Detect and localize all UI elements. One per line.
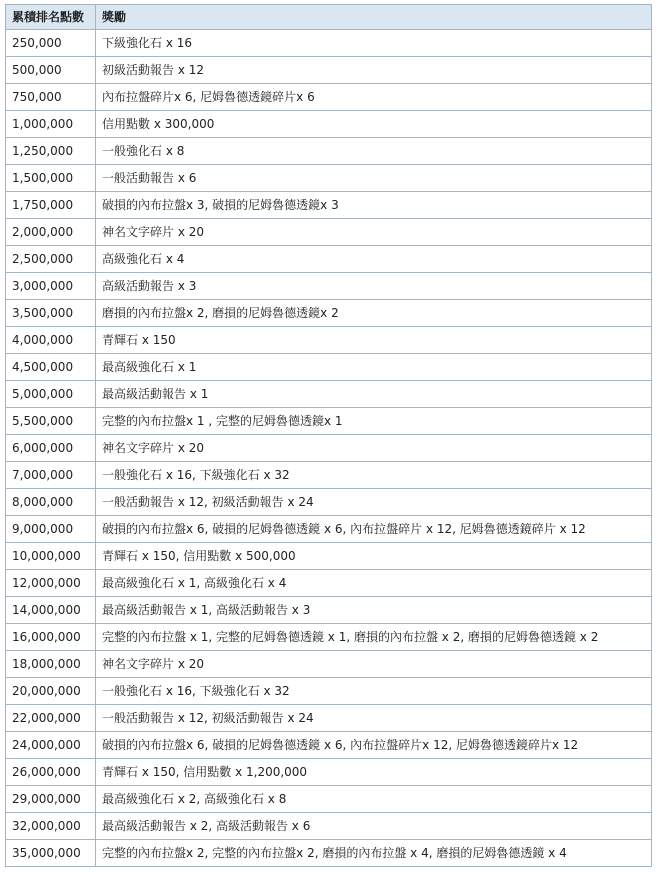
reward-cell: 一般強化石 x 16, 下級強化石 x 32: [96, 462, 652, 489]
reward-cell: 破損的內布拉盤x 6, 破損的尼姆魯德透鏡 x 6, 內布拉盤碎片x 12, 尼姆魯德透鏡碎片x 12: [96, 732, 652, 759]
table-row: [6, 759, 652, 786]
points-cell: 32,000,000: [6, 813, 96, 840]
reward-cell: 最高級活動報告 x 1, 高級活動報告 x 3: [96, 597, 652, 624]
table-row: [6, 462, 652, 489]
points-cell: 4,500,000: [6, 354, 96, 381]
reward-cell: 完整的內布拉盤x 1 , 完整的尼姆魯德透鏡x 1: [96, 408, 652, 435]
points-cell: 29,000,000: [6, 786, 96, 813]
reward-table: [5, 4, 652, 867]
points-cell: 750,000: [6, 84, 96, 111]
points-cell: 3,500,000: [6, 300, 96, 327]
points-cell: 2,500,000: [6, 246, 96, 273]
reward-cell: 最高級活動報告 x 1: [96, 381, 652, 408]
points-cell: 4,000,000: [6, 327, 96, 354]
points-cell: 16,000,000: [6, 624, 96, 651]
table-row: [6, 111, 652, 138]
reward-cell: 高級強化石 x 4: [96, 246, 652, 273]
points-cell: 250,000: [6, 30, 96, 57]
header-points: 累積排名點數: [6, 5, 96, 30]
points-cell: 1,500,000: [6, 165, 96, 192]
reward-cell: 破損的內布拉盤x 3, 破損的尼姆魯德透鏡x 3: [96, 192, 652, 219]
points-cell: 5,500,000: [6, 408, 96, 435]
table-row: [6, 435, 652, 462]
table-row: [6, 165, 652, 192]
table-row: [6, 732, 652, 759]
reward-cell: 破損的內布拉盤x 6, 破損的尼姆魯德透鏡 x 6, 內布拉盤碎片 x 12, 尼姆魯德透鏡碎片 x 12: [96, 516, 652, 543]
table-row: [6, 813, 652, 840]
table-row: [6, 408, 652, 435]
reward-cell: 初級活動報告 x 12: [96, 57, 652, 84]
table-row: [6, 138, 652, 165]
points-cell: 9,000,000: [6, 516, 96, 543]
reward-cell: 神名文字碎片 x 20: [96, 219, 652, 246]
points-cell: 14,000,000: [6, 597, 96, 624]
points-cell: 10,000,000: [6, 543, 96, 570]
points-cell: 12,000,000: [6, 570, 96, 597]
reward-cell: 內布拉盤碎片x 6, 尼姆魯德透鏡碎片x 6: [96, 84, 652, 111]
points-cell: 22,000,000: [6, 705, 96, 732]
table-row: [6, 57, 652, 84]
reward-cell: 神名文字碎片 x 20: [96, 651, 652, 678]
table-row: [6, 246, 652, 273]
table-row: [6, 219, 652, 246]
reward-cell: 高級活動報告 x 3: [96, 273, 652, 300]
table-row: [6, 786, 652, 813]
table-row: [6, 192, 652, 219]
reward-cell: 完整的內布拉盤 x 1, 完整的尼姆魯德透鏡 x 1, 磨損的內布拉盤 x 2, 磨損的尼姆魯德透鏡 x 2: [96, 624, 652, 651]
points-cell: 26,000,000: [6, 759, 96, 786]
table-row: [6, 651, 652, 678]
reward-cell: 最高級強化石 x 1, 高級強化石 x 4: [96, 570, 652, 597]
points-cell: 500,000: [6, 57, 96, 84]
points-cell: 2,000,000: [6, 219, 96, 246]
reward-cell: 磨損的內布拉盤x 2, 磨損的尼姆魯德透鏡x 2: [96, 300, 652, 327]
table-row: [6, 624, 652, 651]
table-row: [6, 705, 652, 732]
table-row: [6, 30, 652, 57]
table-row: [6, 381, 652, 408]
points-cell: 3,000,000: [6, 273, 96, 300]
table-row: [6, 516, 652, 543]
points-cell: 24,000,000: [6, 732, 96, 759]
points-cell: 6,000,000: [6, 435, 96, 462]
reward-cell: 一般強化石 x 16, 下級強化石 x 32: [96, 678, 652, 705]
points-cell: 1,250,000: [6, 138, 96, 165]
reward-cell: 神名文字碎片 x 20: [96, 435, 652, 462]
reward-cell: 下級強化石 x 16: [96, 30, 652, 57]
table-row: [6, 84, 652, 111]
header-reward: 獎勵: [96, 5, 652, 30]
reward-cell: 最高級強化石 x 2, 高級強化石 x 8: [96, 786, 652, 813]
reward-cell: 青輝石 x 150, 信用點數 x 500,000: [96, 543, 652, 570]
reward-cell: 一般活動報告 x 6: [96, 165, 652, 192]
reward-cell: 完整的內布拉盤x 2, 完整的內布拉盤x 2, 磨損的內布拉盤 x 4, 磨損的尼姆魯德透鏡 x 4: [96, 840, 652, 867]
points-cell: 7,000,000: [6, 462, 96, 489]
table-row: [6, 300, 652, 327]
table-row: [6, 570, 652, 597]
table-row: [6, 354, 652, 381]
table-row: [6, 678, 652, 705]
points-cell: 1,750,000: [6, 192, 96, 219]
reward-cell: 青輝石 x 150: [96, 327, 652, 354]
reward-cell: 青輝石 x 150, 信用點數 x 1,200,000: [96, 759, 652, 786]
points-cell: 18,000,000: [6, 651, 96, 678]
reward-cell: 一般活動報告 x 12, 初級活動報告 x 24: [96, 489, 652, 516]
table-body: [6, 30, 652, 867]
table-row: [6, 840, 652, 867]
reward-cell: 最高級強化石 x 1: [96, 354, 652, 381]
points-cell: 20,000,000: [6, 678, 96, 705]
points-cell: 8,000,000: [6, 489, 96, 516]
table-row: [6, 273, 652, 300]
reward-cell: 一般強化石 x 8: [96, 138, 652, 165]
points-cell: 1,000,000: [6, 111, 96, 138]
table-row: [6, 543, 652, 570]
reward-cell: 最高級活動報告 x 2, 高級活動報告 x 6: [96, 813, 652, 840]
reward-cell: 信用點數 x 300,000: [96, 111, 652, 138]
table-header-row: [6, 5, 652, 30]
reward-cell: 一般活動報告 x 12, 初級活動報告 x 24: [96, 705, 652, 732]
points-cell: 5,000,000: [6, 381, 96, 408]
table-row: [6, 489, 652, 516]
table-row: [6, 327, 652, 354]
points-cell: 35,000,000: [6, 840, 96, 867]
table-row: [6, 597, 652, 624]
